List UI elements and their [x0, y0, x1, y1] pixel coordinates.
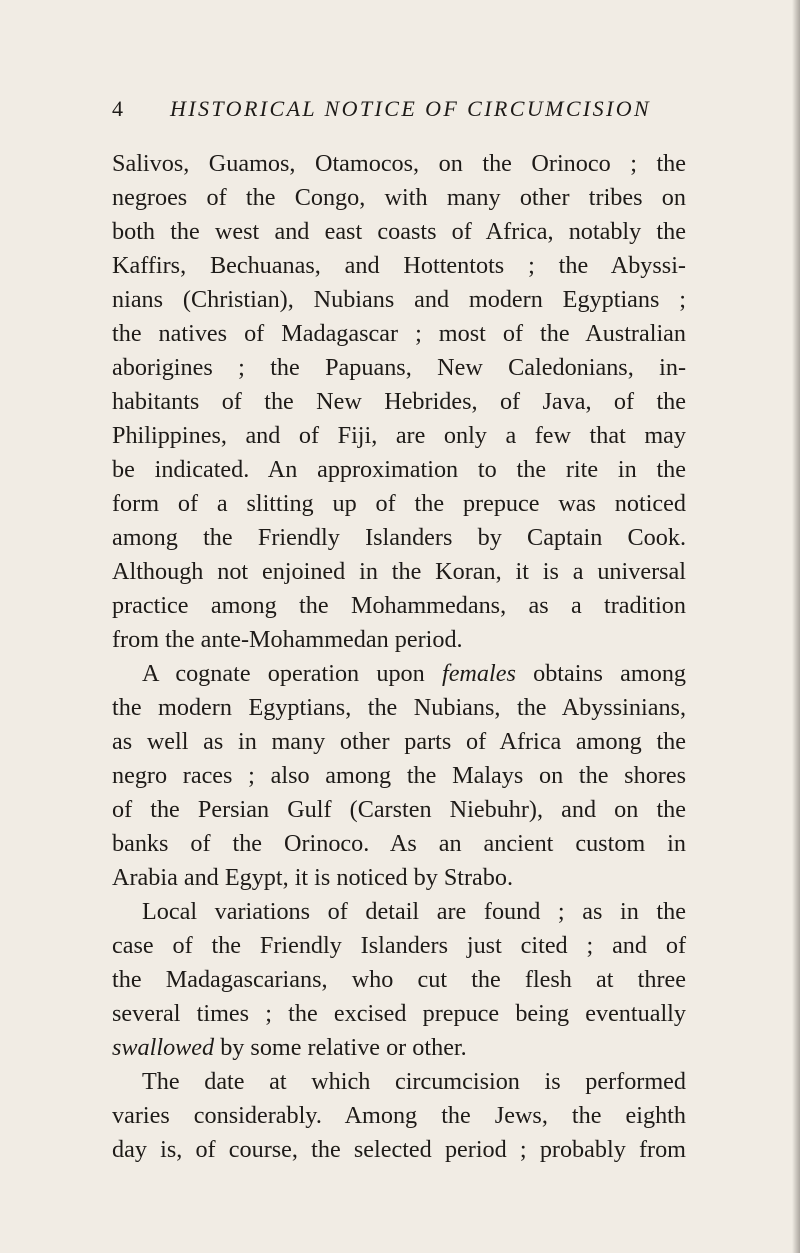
text-line: form of a slitting up of the prepuce was noticed [112, 490, 686, 517]
text-line: from the ante-Mohammedan period. [112, 626, 463, 653]
text-line: case of the Friendly Islanders just cited ; and of [112, 932, 686, 959]
running-head: HISTORICAL NOTICE OF CIRCUMCISION [170, 96, 652, 121]
text-line: the natives of Madagascar ; most of the Australian [112, 320, 686, 347]
text-line: day is, of course, the selected period ; probably from [112, 1136, 686, 1163]
text-line: varies considerably. Among the Jews, the eighth [112, 1102, 686, 1129]
text-line: aborigines ; the Papuans, New Caledonians, in- [112, 354, 686, 381]
text-line: among the Friendly Islanders by Captain Cook. [112, 524, 686, 551]
text-line: habitants of the New Hebrides, of Java, of the [112, 388, 686, 415]
text-line: practice among the Mohammedans, as a tradition [112, 592, 686, 619]
text-line: as well as in many other parts of Africa among the [112, 728, 686, 755]
text-line: both the west and east coasts of Africa, notably the [112, 218, 686, 245]
text-line: negroes of the Congo, with many other tribes on [112, 184, 686, 211]
page-header [112, 96, 692, 130]
page-number: 4 [112, 96, 125, 121]
italic-word: swallowed [112, 1034, 215, 1061]
text-line: Arabia and Egypt, it is noticed by Strabo. [112, 864, 514, 891]
text-line: of the Persian Gulf (Carsten Niebuhr), and on the [112, 796, 686, 823]
text-line: Although not enjoined in the Koran, it is a universal [112, 558, 686, 585]
text-segment: A cognate operation upon [142, 660, 425, 687]
italic-word: females [441, 660, 516, 687]
text-line: Salivos, Guamos, Otamocos, on the Orinoco ; the [112, 150, 686, 177]
text-line: negro races ; also among the Malays on the shores [112, 762, 686, 789]
text-line: Local variations of detail are found ; as in the [142, 898, 686, 925]
text-line: the Madagascarians, who cut the flesh at three [112, 966, 686, 993]
text-line: nians (Christian), Nubians and modern Egyptians ; [112, 286, 686, 313]
text-line: The date at which circumcision is performed [142, 1068, 686, 1095]
page-edge-shadow [792, 0, 800, 1253]
text-line: banks of the Orinoco. As an ancient custom in [112, 830, 686, 857]
text-line-with-italic [112, 657, 686, 691]
text-line-with-italic [112, 1031, 686, 1065]
text-segment: by some relative or other. [220, 1034, 467, 1061]
text-line: Kaffirs, Bechuanas, and Hottentots ; the Abyssi- [112, 252, 686, 279]
text-line: Philippines, and of Fiji, are only a few that may [112, 422, 686, 449]
text-line: several times ; the excised prepuce being eventually [112, 1000, 686, 1027]
text-line: be indicated. An approximation to the rite in the [112, 456, 686, 483]
text-segment: obtains among [533, 660, 687, 687]
text-line: the modern Egyptians, the Nubians, the Abyssinians, [112, 694, 686, 721]
body-text [112, 147, 686, 1167]
